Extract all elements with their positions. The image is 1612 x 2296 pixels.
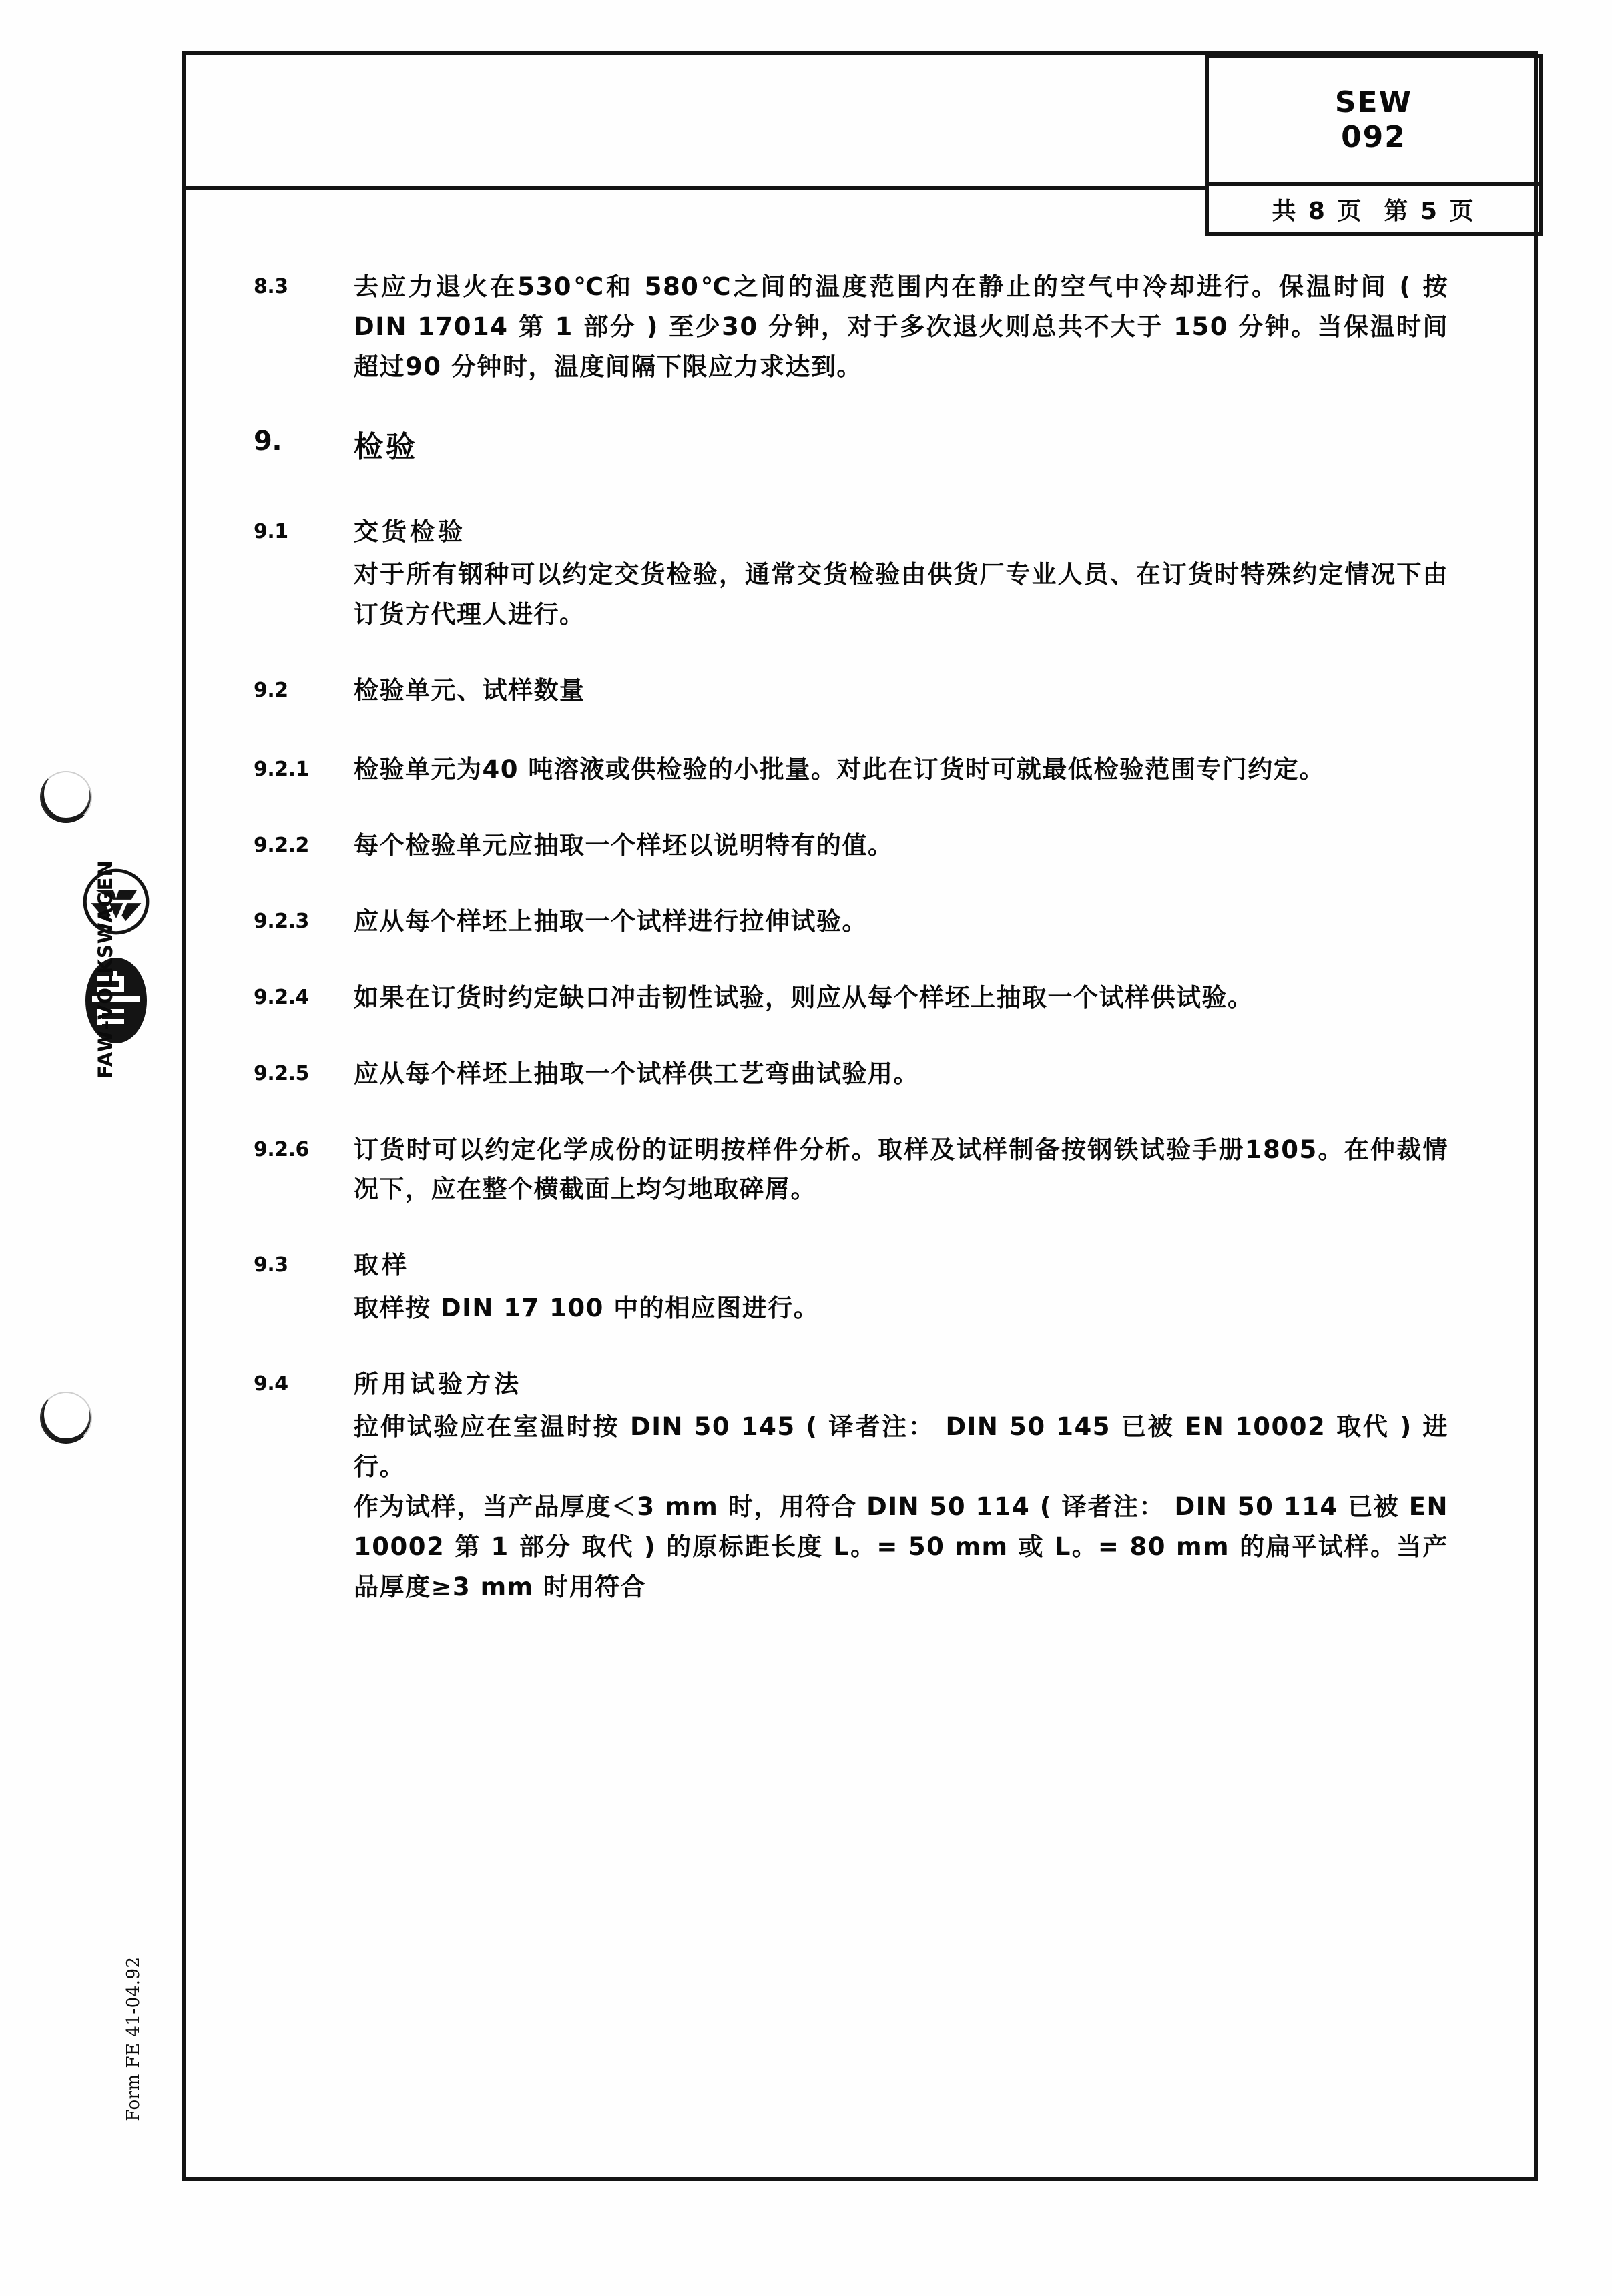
section-text: 应从每个样坯上抽取一个试样进行拉伸试验。 <box>354 906 868 936</box>
section-content <box>354 1364 1448 1607</box>
section-text: 应从每个样坯上抽取一个试样供工艺弯曲试验用。 <box>354 1059 919 1088</box>
section-content <box>354 512 1448 635</box>
section-9-2-4 <box>254 978 1448 1018</box>
section-number: 9.1 <box>254 520 288 544</box>
section-9-2-2 <box>254 826 1448 866</box>
section-heading: 取样 <box>354 1251 410 1280</box>
document-body <box>254 267 1448 1643</box>
brand-margin-mark <box>52 824 166 1238</box>
section-number: 9.2.5 <box>254 1061 309 1085</box>
section-number: 9.2.2 <box>254 833 309 857</box>
section-text: 对于所有钢种可以约定交货检验，通常交货检验由供货厂专业人员、在订货时特殊约定情况下由订货方代理人进行。 <box>354 560 1448 629</box>
section-9-2-5 <box>254 1054 1448 1094</box>
section-9-2-6 <box>254 1130 1448 1210</box>
section-text: 每个检验单元应抽取一个样坯以说明特有的值。 <box>354 830 894 860</box>
section-number: 9.3 <box>254 1253 288 1277</box>
page-count-box <box>1205 182 1543 236</box>
standard-number-box <box>1205 54 1543 186</box>
punch-hole-icon <box>40 771 92 823</box>
form-number: Form FE 41-04.92 <box>123 1956 144 2122</box>
section-number: 9.2 <box>254 678 288 702</box>
page-count-label: 共 8 页 第 5 页 <box>1272 197 1476 225</box>
section-text: 订货时可以约定化学成份的证明按样件分析。取样及试样制备按钢铁试验手册1805。在仲裁情况下，应在整个横截面上均匀地取碎屑。 <box>354 1135 1448 1204</box>
section-9 <box>254 423 1448 471</box>
section-text: 去应力退火在530℃和 580℃之间的温度范围内在静止的空气中冷却进行。保温时间 ( 按 DIN 17014 第 1 部分 ) 至少30 分钟，对于多次退火则总共不大于 150 分钟。当保温时间超过90 分钟时，温度间隔下限应力求达到。 <box>354 272 1448 381</box>
brand-label: FAW–VOLKSWAGEN <box>94 860 117 1079</box>
section-text-continued: 作为试样，当产品厚度＜3 mm 时，用符合 DIN 50 114 ( 译者注： DIN 50 114 已被 EN 10002 第 1 部分 取代 ) 的原标距长度 L。= 50 mm 或 L。= 80 mm 的扁平试样。当产品厚度≥3 mm 时用符合 <box>354 1492 1448 1601</box>
section-number: 9.2.3 <box>254 909 309 933</box>
section-8-3 <box>254 267 1448 387</box>
section-9-2-3 <box>254 902 1448 942</box>
section-heading: 检验单元、试样数量 <box>354 675 585 705</box>
section-heading: 检验 <box>354 429 418 464</box>
section-9-1 <box>254 512 1448 635</box>
section-content <box>354 1245 1448 1328</box>
section-9-2 <box>254 671 1448 711</box>
section-text: 检验单元为40 吨溶液或供检验的小批量。对此在订货时可就最低检验范围专门约定。 <box>354 754 1325 784</box>
punch-hole-icon <box>40 1392 92 1444</box>
standard-number: 092 <box>1341 119 1406 154</box>
section-number: 9. <box>254 425 282 457</box>
section-text: 拉伸试验应在室温时按 DIN 50 145 ( 译者注： DIN 50 145 已被 EN 10002 取代 ) 进行。 <box>354 1412 1448 1482</box>
section-number: 9.4 <box>254 1372 288 1396</box>
section-text: 如果在订货时约定缺口冲击韧性试验，则应从每个样坯上抽取一个试样供试验。 <box>354 982 1254 1012</box>
section-number: 9.2.6 <box>254 1137 309 1161</box>
section-9-2-1 <box>254 750 1448 790</box>
section-heading: 交货检验 <box>354 517 466 547</box>
section-heading: 所用试验方法 <box>354 1370 522 1399</box>
section-number: 9.2.1 <box>254 757 309 781</box>
section-number: 8.3 <box>254 275 288 298</box>
standard-name: SEW <box>1334 85 1413 120</box>
section-number: 9.2.4 <box>254 985 309 1009</box>
section-9-3 <box>254 1245 1448 1328</box>
section-text: 取样按 DIN 17 100 中的相应图进行。 <box>354 1294 820 1323</box>
header-divider-rule <box>186 186 1209 190</box>
section-9-4 <box>254 1364 1448 1607</box>
